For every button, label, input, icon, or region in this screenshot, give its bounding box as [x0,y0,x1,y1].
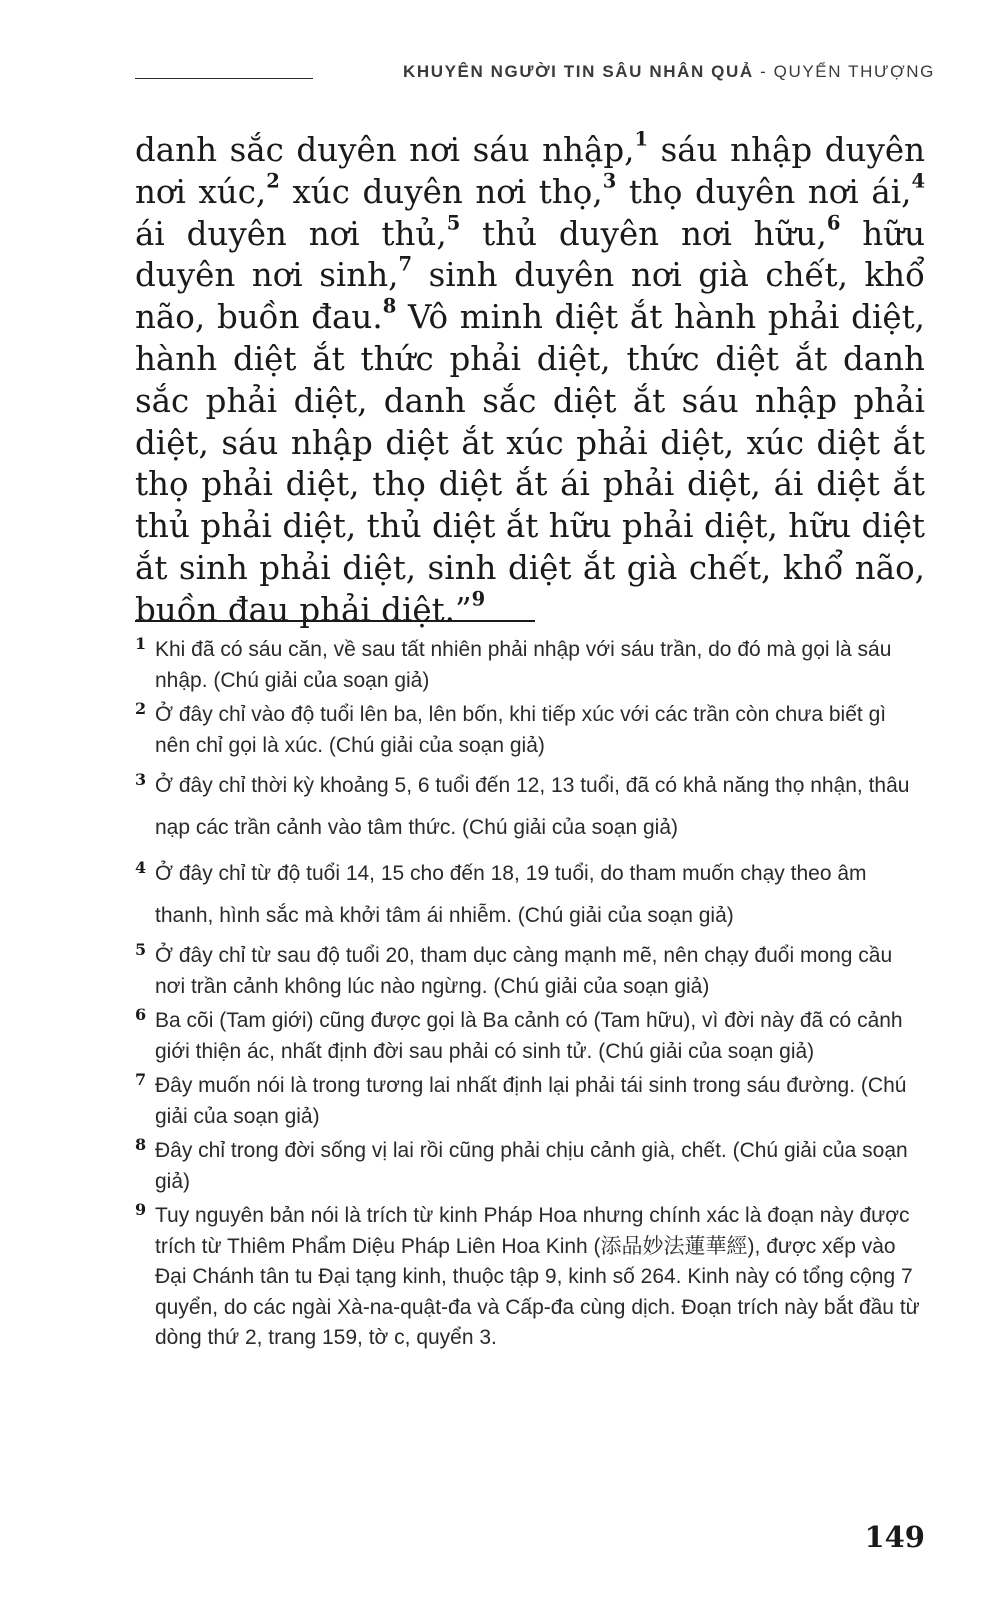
footnote-ref: 9 [471,587,486,611]
footnote-ref: 1 [634,127,649,151]
footnote-item [135,1136,925,1197]
footnote-text: Tuy nguyên bản nói là trích từ kinh Pháp Hoa nhưng chính xác là đoạn này được trích từ Thiêm Phẩm Diệu Pháp Liên Hoa Kinh (添品妙法蓮華經), được xếp vào Đại Chánh tân tu Đại tạng kinh, thuộc tập 9, kinh số 264. Kinh này có tổng cộng 7 quyển, do các ngài Xà-na-quật-đa và Cấp-đa cùng dịch. Đoạn trích này bắt đầu từ dòng thứ 2, trang 159, tờ c, quyển 3. [155,1204,920,1349]
footnote-number: 2 [135,699,147,718]
footnote-ref: 5 [446,211,461,234]
running-header [403,62,935,82]
main-text-segment: xúc duyên nơi thọ, [279,172,603,211]
main-text-segment: hữu duyên nơi sinh, [135,214,926,295]
header-rule [135,78,313,79]
footnote-text: Đây muốn nói là trong tương lai nhất định lại phải tái sinh trong sáu đường. (Chú giải của soạn giả) [155,1074,907,1128]
footnote-text: Đây chỉ trong đời sống vị lai rồi cũng phải chịu cảnh già, chết. (Chú giải của soạn giả) [155,1139,908,1193]
footnote-text: Ba cõi (Tam giới) cũng được gọi là Ba cảnh có (Tam hữu), vì đời này đã có cảnh giới thiện ác, nhất định đời sau phải có sinh tử. (Chú giải của soạn giả) [155,1009,903,1063]
footnote-number: 1 [135,634,147,653]
footnote-text: Ở đây chỉ vào độ tuổi lên ba, lên bốn, khi tiếp xúc với các trần còn chưa biết gì nên chỉ gọi là xúc. (Chú giải của soạn giả) [155,703,887,757]
footnote-number: 9 [135,1200,147,1219]
main-text-segment: danh sắc duyên nơi sáu nhập, [135,131,635,169]
footnote-item [135,635,925,696]
footnote-number: 4 [135,858,147,877]
footnote-item [135,1201,925,1354]
footnote-item [135,1006,925,1067]
main-text-segment: Vô minh diệt ắt hành phải diệt, hành diệt ắt thức phải diệt, thức diệt ắt danh sắc phải diệt, danh sắc diệt ắt sáu nhập phải diệt, sáu nhập diệt ắt xúc phải diệt, xúc diệt ắt thọ phải diệt, thọ diệt ắt ái phải diệt, ái diệt ắt thủ phải diệt, thủ diệt ắt hữu phải diệt, hữu diệt ắt sinh phải diệt, sinh diệt ắt già chết, khổ não, buồn đau phải diệt.” [135,298,925,629]
footnote-number: 3 [135,770,147,789]
footnote-number: 8 [135,1135,147,1154]
footnote-ref: 7 [398,252,413,276]
footnote-ref: 4 [911,169,926,193]
main-text [135,127,926,632]
footnote-ref: 2 [266,169,280,193]
page-number: 149 [864,1520,925,1554]
footnote-text: Ở đây chỉ từ độ tuổi 14, 15 cho đến 18, 19 tuổi, do tham muốn chạy theo âm thanh, hình sắc mà khởi tâm ái nhiễm. (Chú giải của soạn giả) [155,862,867,927]
running-header-title: KHUYÊN NGƯỜI TIN SÂU NHÂN QUẢ [402,62,754,81]
main-text-segment: thủ duyên nơi hữu, [460,214,827,253]
footnotes [135,635,925,1358]
footnote-text: Khi đã có sáu căn, về sau tất nhiên phải nhập với sáu trần, do đó mà gọi là sáu nhập. (Chú giải của soạn giả) [155,638,892,692]
footnote-number: 6 [135,1005,147,1024]
footnote-ref: 3 [602,169,617,193]
footnote-item [135,941,925,1002]
footnote-ref: 8 [382,294,397,318]
footnote-number: 5 [135,940,147,959]
footnote-item [135,765,925,849]
main-text-segment: sáu nhập duyên nơi xúc, [135,131,925,211]
main-text-segment: thọ duyên nơi ái, [616,172,912,211]
footnote-text: Ở đây chỉ thời kỳ khoảng 5, 6 tuổi đến 12, 13 tuổi, đã có khả năng thọ nhận, thâu nạp các trần cảnh vào tâm thức. (Chú giải của soạn giả) [155,774,910,839]
footnote-item [135,1071,925,1132]
footnote-item [135,853,925,937]
footnote-item [135,700,925,761]
footnote-ref: 6 [826,211,841,234]
running-header-subtitle: QUYỂN THƯỢNG [773,62,935,81]
footnote-text: Ở đây chỉ từ sau độ tuổi 20, tham dục càng mạnh mẽ, nên chạy đuổi mong cầu nơi trần cảnh không lúc nào ngừng. (Chú giải của soạn giả) [155,944,893,998]
main-text-segment: sinh duyên nơi già chết, khổ não, buồn đau. [135,256,925,337]
running-header-separator: - [753,62,774,81]
main-text-segment: ái duyên nơi thủ, [135,214,447,253]
footnote-divider [135,620,535,622]
footnote-number: 7 [135,1070,147,1089]
